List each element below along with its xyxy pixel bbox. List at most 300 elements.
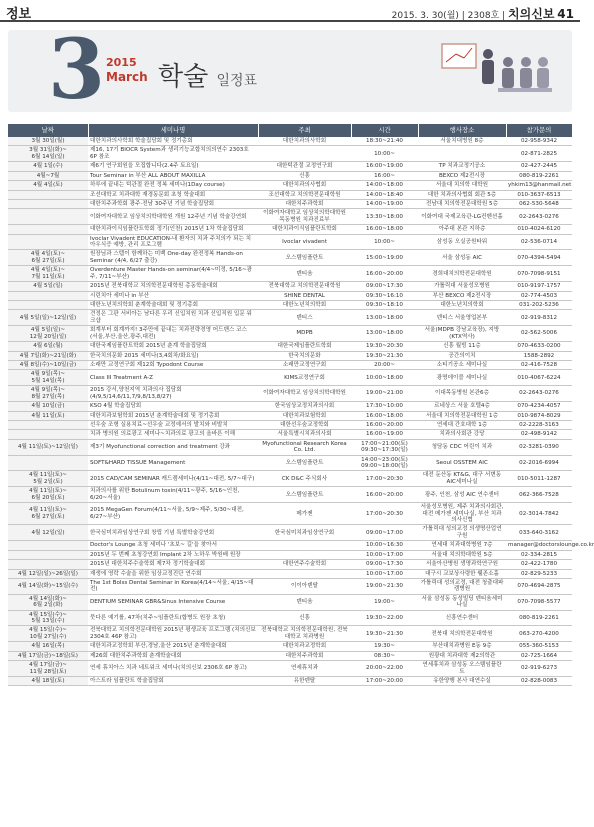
row-time: 09:30~16:10 (351, 291, 418, 300)
table-row (8, 162, 572, 171)
row-host (258, 569, 351, 578)
row-venue: 서울치대병원 8층 (418, 137, 506, 146)
row-date: 4월 9일(목)~ 8월 27일(목) (8, 386, 88, 402)
row-date: 4월 17일(금)~18일(토) (8, 651, 88, 660)
table-row (8, 402, 572, 411)
row-contact: 010-5011-1287 (506, 471, 572, 487)
row-contact: 02-725-1664 (506, 651, 572, 660)
row-date: 4월 11일(토)~12일(일) (8, 439, 88, 455)
row-seminar: 선우숲 조형 실용치료~선우숲 교정예서의 발치와 비발치 (88, 420, 258, 429)
table-row (8, 234, 572, 250)
row-time: 10:00~ (351, 234, 418, 250)
row-venue: 서울대 치의학 대학원 (418, 181, 506, 190)
row-time: 19:00~21:00 (351, 386, 418, 402)
col-venue: 행사장소 (418, 124, 506, 137)
row-contact: 010-4067-6224 (506, 370, 572, 386)
row-venue: 가톨릭대 서울성모병원 (418, 282, 506, 291)
row-contact: 070-7098-5577 (506, 594, 572, 610)
row-time: 19:30~21:30 (351, 351, 418, 360)
row-time: 17:30~10:00 (351, 402, 418, 411)
row-contact: 02-2228-3163 (506, 420, 572, 429)
table-row (8, 578, 572, 594)
row-contact: 02-2016-6994 (506, 455, 572, 471)
row-date (8, 190, 88, 199)
row-contact: 070-7098-9151 (506, 266, 572, 282)
row-date: 3월 31일(화)~ 6월 14일(일) (8, 146, 88, 162)
table-row (8, 199, 572, 208)
row-host: 대한치과보험학회 (258, 411, 351, 420)
row-seminar: 제16, 17기 BIOCR System과 생리기능교합치의의연수 2303호 6P 참조 (88, 146, 258, 162)
row-contact: 010-3637-6513 (506, 190, 572, 199)
row-date: 4월 4일(토)~ 7월 11일(토) (8, 266, 88, 282)
row-seminar: 대한치주과학회 광주·전남 30주년 기념 학술집담회 (88, 199, 258, 208)
row-seminar: 소래만 교정연구회 제12회 Typodont Course (88, 360, 258, 369)
month-number: 3 (48, 22, 106, 118)
row-time: 14:00~18:00 (351, 181, 418, 190)
row-time: 20:00~ (351, 360, 418, 369)
row-host: 조선대학교 치의학전문대학원 (258, 190, 351, 199)
row-date: 4월 15일(수)~ 10월 27일(수) (8, 626, 88, 642)
row-venue: 삼성동 오실공원타워 (418, 234, 506, 250)
row-time: 19:30~ (351, 642, 418, 651)
row-time: 10:00~18:00 (351, 370, 418, 386)
row-date: 4월 11일(토)~ 5월 2일(토) (8, 471, 88, 487)
row-host: 한국심미치과임상연구회 (258, 525, 351, 541)
row-time: 16:00~ (351, 171, 418, 180)
row-host: 서울특별시치과의사회 (258, 430, 351, 439)
table-row (8, 642, 572, 651)
row-host: 오스템임플란트 (258, 250, 351, 266)
row-date: 4월 17일(금)~ 11월 28일(토) (8, 661, 88, 677)
row-seminar: 대한노년치의학회 춘계학술대회 및 정기총회 (88, 301, 258, 310)
row-host: 덴티움 (258, 594, 351, 610)
row-seminar: The 1st Bolss Dental Seminar in Korea(4/14~서울, 4/15~대전) (88, 578, 258, 594)
row-host: 대한치주과학회 (258, 651, 351, 660)
table-row (8, 310, 572, 326)
table-row (8, 370, 572, 386)
row-venue: 연세대 치과대학병원 7층 (418, 541, 506, 550)
row-seminar: 대한치과교정학회 부산,경남,울산 2015년 춘계학술대회 (88, 642, 258, 651)
row-seminar: 제6기 연구회원을 모집합니다(2.4주 토요일) (88, 162, 258, 171)
banner-month: March (106, 70, 148, 84)
table-row (8, 146, 572, 162)
row-host: KIMS교정연구회 (258, 370, 351, 386)
table-row (8, 471, 572, 487)
row-time: 17:00~20:30 (351, 503, 418, 525)
banner-year: 2015 (106, 56, 137, 69)
row-date: 4월 5일(일)~ 12월 20일(일) (8, 326, 88, 342)
row-seminar: Overdenture Master Hands-on seminar(4/4~미정, 5/16~광주, 7/11~부산) (88, 266, 258, 282)
row-venue: 공간의이치 (418, 351, 506, 360)
row-host: 메가젠 (258, 503, 351, 525)
row-venue: 신흥 월빙 11층 (418, 342, 506, 351)
row-seminar: 치과의사를 위한 Botulinum toxin(4/11~광주, 5/16~인천, 6/20~서울) (88, 487, 258, 503)
row-venue: 대구시 교보상사령한 웰존소홀 (418, 569, 506, 578)
row-venue: 가톨릭대 성의교정, 대전 청출대파캠병원 (418, 578, 506, 594)
row-time: 08:30~ (351, 651, 418, 660)
row-contact: 1588-2892 (506, 351, 572, 360)
row-host (258, 550, 351, 559)
row-date: 4월~7월 (8, 171, 88, 180)
row-date: 4월 12일(일)~26일(일) (8, 569, 88, 578)
row-seminar: 뭇다른 예기를, 47차(치주~임플란트(합병도 원장 초청) (88, 610, 258, 626)
row-seminar: 2015 CAD/CAM SEMINAR 캐드캠세미나(4/11~대전, 5/7~대구) (88, 471, 258, 487)
row-venue: 연세휴치과 삼성동 오스템임플란트 (418, 661, 506, 677)
row-seminar: 이화여자대학교 임상치의학대학원 개원 12주년 기념 학술강연회 (88, 209, 258, 225)
row-date: 4월 15일(수)~ 5월 13일(수) (8, 610, 88, 626)
row-venue: Seoul OSSTEM AIC (418, 455, 506, 471)
row-contact: 02-774-4503 (506, 291, 572, 300)
row-date: 4월 16일(목) (8, 642, 88, 651)
row-venue: 가톨릭대 성의교정 의생명산업연구원 (418, 525, 506, 541)
row-seminar: 대한국제임플란트학회 2015년 춘계 학술집담회 (88, 342, 258, 351)
row-host: 덴티스 (258, 310, 351, 326)
row-contact: 02-3281-0390 (506, 439, 572, 455)
banner-subtitle: 일정표 (216, 73, 258, 89)
row-venue: 이대목동병원 본관6층 (418, 386, 506, 402)
col-host: 주최 (258, 124, 351, 137)
row-host: 이화여자대학교 임상치의학대학원 목동병원 치과진료부 (258, 209, 351, 225)
row-contact: 055-360-5153 (506, 642, 572, 651)
table-row (8, 351, 572, 360)
row-host: 대한선우숲교정학회 (258, 420, 351, 429)
row-venue: 아주대 본관 지하층 (418, 225, 506, 234)
row-host: 대한국제임플란트학회 (258, 342, 351, 351)
issue-number: 2308호 (467, 11, 500, 21)
table-row (8, 326, 572, 342)
row-host: Myofunctional Research Korea Co. Ltd. (258, 439, 351, 455)
row-date: 4월 11일(토) (8, 411, 88, 420)
table-row (8, 190, 572, 199)
row-host: 신흥 (258, 171, 351, 180)
table-row (8, 225, 572, 234)
row-date: 4월 9일(목)~ 5월 14일(목) (8, 370, 88, 386)
table-row (8, 503, 572, 525)
page-header (0, 0, 580, 22)
row-seminar: 한국심미치과임상연구회 창립 기념 특별학술강연회 (88, 525, 258, 541)
col-seminar: 세미나명 (88, 124, 258, 137)
row-time: 16:00~18:00 (351, 411, 418, 420)
row-host: 한국치의문화 (258, 351, 351, 360)
row-host (258, 146, 351, 162)
row-contact: 070-4234-4057 (506, 402, 572, 411)
row-venue: 대전 둔산동 KT&G, 대구 서변동 AIC세미나실 (418, 471, 506, 487)
row-seminar: 치과 병의원 의료광고 세미나~치과의료 광고의 올바른 이해 (88, 430, 258, 439)
table-row (8, 411, 572, 420)
row-host: 이이아덴탈 (258, 578, 351, 594)
row-seminar: SOFT&HARD TISSUE Management (88, 455, 258, 471)
row-host: 대한치과의사협회 (258, 181, 351, 190)
row-seminar: 제3기 Myofunctional correction and treatment 강좌 (88, 439, 258, 455)
row-contact: 02-2643-0276 (506, 386, 572, 402)
row-contact: 010-4024-6120 (506, 225, 572, 234)
col-date: 날짜 (8, 124, 88, 137)
row-date: 4월 5일(일)~12일(일) (8, 310, 88, 326)
table-row (8, 291, 572, 300)
row-contact: 02-498-9142 (506, 430, 572, 439)
table-row (8, 342, 572, 351)
row-seminar: 2015년 전북대학교 치의학전문대학원 총동학술대회 (88, 282, 258, 291)
row-host: 연세휴치과 (258, 661, 351, 677)
row-host: 오스템임플란트 (258, 487, 351, 503)
row-host: 대한치과의사학회 (258, 137, 351, 146)
row-date (8, 209, 88, 225)
table-row (8, 266, 572, 282)
row-venue: 광주, 인천, 삼성 AIC 연수센터 (418, 487, 506, 503)
row-time: 19:30~22:00 (351, 610, 418, 626)
row-contact: 02-536-0714 (506, 234, 572, 250)
row-venue: 원광대 치과대학 제2의학관 (418, 651, 506, 660)
row-contact: 070-4633-0200 (506, 342, 572, 351)
issue-info: 2015. 3. 30(월) | 2308호 | 치의신보 41 (391, 7, 574, 21)
row-time: 17:00~20:00 (351, 677, 418, 686)
row-time: 16:00~20:00 (351, 266, 418, 282)
table-row (8, 651, 572, 660)
row-date: 4월 4일(토)~ 6월 27일(토) (8, 250, 88, 266)
row-host: MDPB (258, 326, 351, 342)
row-host: 덴티움 (258, 266, 351, 282)
row-venue: 대한노년치의학회 (418, 301, 506, 310)
row-time: 09:30~18:10 (351, 301, 418, 310)
row-venue: 유한양행 본사 대연수실 (418, 677, 506, 686)
row-time: 13:00~18:00 (351, 326, 418, 342)
row-date (8, 420, 88, 429)
table-row (8, 420, 572, 429)
row-date: 4월 14일(화)~ 6월 2일(화) (8, 594, 88, 610)
row-time: 16:00~18:00 (351, 225, 418, 234)
row-venue: 치과의사회관 강당 (418, 430, 506, 439)
row-host: 오스템임플란트 (258, 455, 351, 471)
row-host (258, 541, 351, 550)
row-contact: 02-334-2815 (506, 550, 572, 559)
seminar-schedule-table (8, 124, 594, 686)
row-time: 09:00~17:30 (351, 282, 418, 291)
row-venue: 서울대 치의학전문대학원 1층 (418, 411, 506, 420)
row-venue: BEXCO 제2전시장 (418, 171, 506, 180)
row-contact: 062-530-5648 (506, 199, 572, 208)
row-host: 유한덴탈 (258, 677, 351, 686)
row-time: 19:30~20:30 (351, 342, 418, 351)
row-time: 20:00~22:00 (351, 661, 418, 677)
row-host: 이화여자대학교 임상치의학대학원 (258, 386, 351, 402)
row-seminar: 아스트라 임플란트 학술집담회 (88, 677, 258, 686)
row-seminar: 대한치과의사학회 학술집담회 및 정기총회 (88, 137, 258, 146)
table-row (8, 301, 572, 310)
row-venue: 청담동 CDC 어린이 치과 (418, 439, 506, 455)
row-venue: 소티기공소 세미나실 (418, 360, 506, 369)
row-date (8, 301, 88, 310)
row-date (8, 455, 88, 471)
row-time: 17:00~21:00(토) 09:30~17:30(일) (351, 439, 418, 455)
row-host: 전북대학교 치의학전문대학원, 전북대학교 치과병원 (258, 626, 351, 642)
row-contact: 02-919-8312 (506, 310, 572, 326)
row-seminar: Tour Seminar in 부산 ALL ABOUT MAXILLA (88, 171, 258, 180)
row-date (8, 199, 88, 208)
row-time: 19:00~ (351, 594, 418, 610)
row-venue: 부산 BEXCO 제2전시장 (418, 291, 506, 300)
row-venue: 대한 치과의사협회 회관 5층 (418, 190, 506, 199)
row-seminar: DENTIUM SEMINAR GBR&Sinus Intensive Course (88, 594, 258, 610)
row-host: 대한치주과학회 (258, 199, 351, 208)
row-host: 대한치과이식임플란트학회 (258, 225, 351, 234)
table-row (8, 525, 572, 541)
row-contact: 02-416-7528 (506, 360, 572, 369)
row-host: 대한연주수술학회 (258, 560, 351, 569)
row-time: 10:00~ (351, 146, 418, 162)
row-seminar: 2015년 두 번째 초청강연회 Implant 2차 노하우 박원배 원장 (88, 550, 258, 559)
table-row (8, 455, 572, 471)
row-contact: 02-2643-0276 (506, 209, 572, 225)
row-host: Ivoclar vivadent (258, 234, 351, 250)
table-row (8, 541, 572, 550)
row-venue: 이화여대 국제교육관-LG컨벤션홀 (418, 209, 506, 225)
row-contact: 033-640-3162 (506, 525, 572, 541)
row-time: 14:00~18:40 (351, 190, 418, 199)
table-row (8, 181, 572, 190)
row-seminar: Ivoclar Vivadent EDUCATION-내 환자의 치과 주치의가 되는 치아우식증 예방, 관리 프로그램 (88, 234, 258, 250)
row-date: 4월 1일(수) (8, 162, 88, 171)
row-host: 전북대학교 치의학전문대학원 (258, 282, 351, 291)
row-date (8, 550, 88, 559)
row-contact: 02-427-2445 (506, 162, 572, 171)
row-venue: 르네상스 서울 호텔4층 (418, 402, 506, 411)
table-row (8, 386, 572, 402)
row-date (8, 225, 88, 234)
row-time: 16:00~19:00 (351, 162, 418, 171)
row-time: 09:00~17:30 (351, 560, 418, 569)
row-seminar: 원장님과 스텝이 함께하는 미백 One-day 완전정복 Hands-on Seminar (4/4, 6/27 출강) (88, 250, 258, 266)
row-date (8, 430, 88, 439)
table-row (8, 610, 572, 626)
row-time: 15:00~19:00 (351, 250, 418, 266)
row-contact: 062-366-7528 (506, 487, 572, 503)
row-contact: 02-871-2825 (506, 146, 572, 162)
row-seminar: 조선대학교 치과대학 재경동문회 초청 학술대회 (88, 190, 258, 199)
row-time: 09:00~17:00 (351, 525, 418, 541)
row-time: 17:00~20:30 (351, 471, 418, 487)
row-time: 18:30~21:40 (351, 137, 418, 146)
row-time: 16:00~20:00 (351, 487, 418, 503)
row-contact: 063-270-4200 (506, 626, 572, 642)
row-venue: 경희대치의학전문대학원 (418, 266, 506, 282)
col-time: 시간 (351, 124, 418, 137)
row-contact: 031-202-5236 (506, 301, 572, 310)
row-seminar: 재생에 영락 수술을 위한 임상교정진단 연수회 (88, 569, 258, 578)
row-contact: 080-819-2261 (506, 171, 572, 180)
banner-title (158, 56, 257, 93)
row-date: 4월 8일(수)~10일(금) (8, 360, 88, 369)
row-time: 13:00~18:00 (351, 310, 418, 326)
table-row (8, 137, 572, 146)
row-seminar: 2015 MegaGen Forum(4/11~서울, 5/9~제주, 5/30~대전, 6/27~부산) (88, 503, 258, 525)
row-date: 4월 4일(토) (8, 181, 88, 190)
row-time: 14:00~19:00 (351, 199, 418, 208)
row-contact: 010-9874-8029 (506, 411, 572, 420)
row-contact: 02-919-6273 (506, 661, 572, 677)
row-venue: TP 치과교정기공소 (418, 162, 506, 171)
schedule-banner (8, 22, 572, 118)
row-seminar: Doctor's Lounge 초청 세미나 '초보~ 길'을 찾아서 (88, 541, 258, 550)
row-time: 10:00~16:30 (351, 541, 418, 550)
page-number: 41 (557, 7, 574, 21)
row-seminar: 대한치과보험학회 2015년 춘계학술대회 및 정기총회 (88, 411, 258, 420)
issue-date: 2015. 3. 30(월) (391, 11, 459, 21)
row-venue: 신흥연수센터 (418, 610, 506, 626)
table-row (8, 282, 572, 291)
row-venue: 덴티스 서울영업본부 (418, 310, 506, 326)
row-venue: 연세대 간호대학 1층 (418, 420, 506, 429)
row-seminar: 한국치의문화 2015 세미나(3,4회차/화요일) (88, 351, 258, 360)
row-date: 4월 6일(월) (8, 342, 88, 351)
row-host: CK D&C 주식회사 (258, 471, 351, 487)
row-venue: 부산대치과병원 E동 9층 (418, 642, 506, 651)
row-contact: 02-422-1780 (506, 560, 572, 569)
row-venue: 전남대 치의학전문대학원 5층 (418, 199, 506, 208)
row-venue: 전북대 치의학전문대학원 (418, 626, 506, 642)
row-seminar: 하루에 끝내는 턱관절 완전 정복 세미나(1Day course) (88, 181, 258, 190)
row-contact: manager@doctorslounge.co.kr (508, 542, 594, 549)
row-venue: 서울 삼성동 AIC (418, 250, 506, 266)
row-time: 14:00~23:00(토) 09:00~18:00(일) (351, 455, 418, 471)
row-date (8, 560, 88, 569)
row-seminar: Class III Treatment A-Z (88, 370, 258, 386)
row-seminar: 시린치아 세미나 in 부산 (88, 291, 258, 300)
table-row (8, 487, 572, 503)
table-row (8, 430, 572, 439)
table-header-row (8, 124, 572, 137)
table-row (8, 560, 572, 569)
row-venue: 서울성모병원, 제주 치과의사회관, 대전 메가젠 세미나실, 부산 치과의사신협 (418, 503, 506, 525)
paper-name: 치의신보 (508, 7, 555, 21)
row-seminar: 대한치과이식임플란트학회 정기(인천) 2015년 1차 학술집담회 (88, 225, 258, 234)
row-seminar: 2015 강서,양천지역 치과의사 집담회(4/9,5/14,6/11,7/9,8/13,8/27) (88, 386, 258, 402)
row-seminar: 견정은 그판 서비아는 남다른 우리 신입치원 치과 신입직원 입문 워크샵 (88, 310, 258, 326)
row-seminar: 제26회 대한치주과학회 춘계학술대회 (88, 651, 258, 660)
col-contact: 참가문의 (506, 124, 572, 137)
row-contact: 02-829-5233 (506, 569, 572, 578)
row-date: 4월 14일(화)~15일(수) (8, 578, 88, 594)
row-contact: 02-562-5006 (506, 326, 572, 342)
row-time: 16:00~20:00 (351, 420, 418, 429)
row-date: 4월 7일(화)~21일(화) (8, 351, 88, 360)
row-host: 신흥 (258, 610, 351, 626)
row-host: 한국임상교정치과의사회 (258, 402, 351, 411)
row-venue: 서울 삼성동 동성빌딩 덴티움세미나실 (418, 594, 506, 610)
row-contact: 02-958-9342 (506, 137, 572, 146)
row-time: 19:00~21:30 (351, 578, 418, 594)
row-venue: 서울아산병원 생명과학연구원 (418, 560, 506, 569)
row-venue: 서울대 치의학대학원 5층 (418, 550, 506, 559)
row-contact: 02-828-0083 (506, 677, 572, 686)
row-seminar: KSO 4월 학술집담회 (88, 402, 258, 411)
row-time: 19:30~21:30 (351, 626, 418, 642)
table-row (8, 550, 572, 559)
row-contact: 070-4394-5494 (506, 250, 572, 266)
row-date: 4월 12일(일) (8, 525, 88, 541)
row-date (8, 291, 88, 300)
row-date (8, 541, 88, 550)
banner-title-main: 학술 (158, 62, 209, 92)
row-seminar: 연세 휴치아스 치과 네트워크 세미나(치의신보 2306호 6P 참고) (88, 661, 258, 677)
table-row (8, 360, 572, 369)
row-seminar: 2015년 대한치주수술학회 제7차 정기학술대회 (88, 560, 258, 569)
row-contact: 070-4694-2875 (506, 578, 572, 594)
table-row (8, 677, 572, 686)
row-host: 대한치과교정학회 (258, 642, 351, 651)
row-time: 10:00~17:00 (351, 569, 418, 578)
row-venue: 서울(MDPB 강남교육장), 지방(KTX역사) (418, 326, 506, 342)
row-date: 3월 30일(월) (8, 137, 88, 146)
